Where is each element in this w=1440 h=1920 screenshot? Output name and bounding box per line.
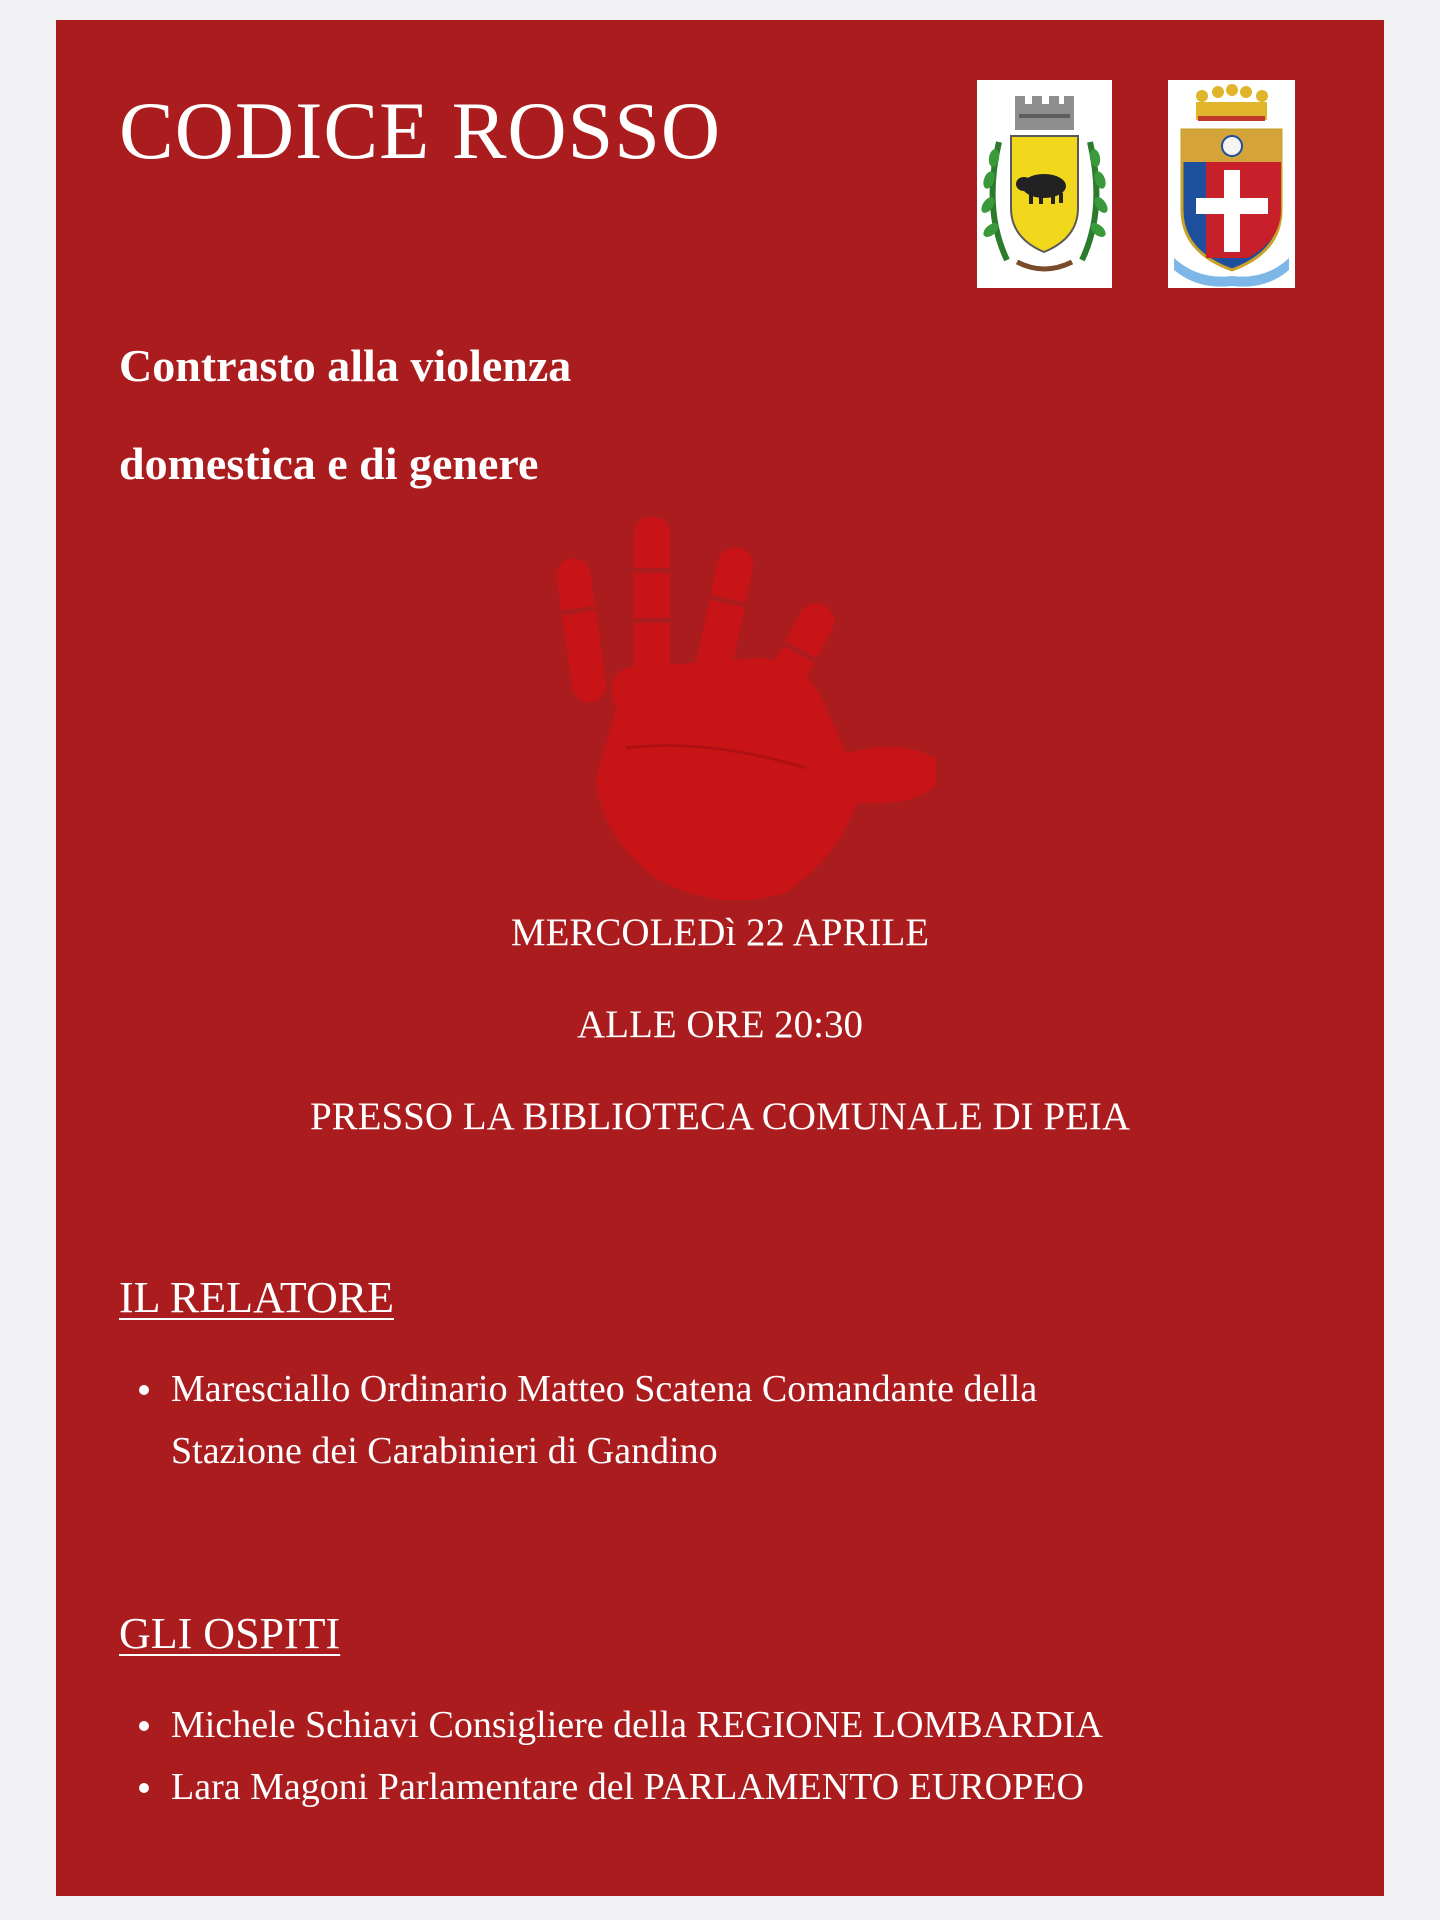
list-item xyxy=(171,1358,1271,1482)
relatore-list xyxy=(171,1358,1271,1482)
ospiti-list xyxy=(171,1694,1271,1818)
event-time: ALLE ORE 20:30 xyxy=(577,1003,863,1046)
list-item: Michele Schiavi Consigliere della REGIONE LOMBARDIA xyxy=(171,1694,1271,1756)
poster-title: CODICE ROSSO xyxy=(119,85,722,176)
ospiti-heading: GLI OSPITI xyxy=(119,1609,341,1658)
relatore-heading: IL RELATORE xyxy=(119,1273,394,1322)
red-handprint-icon xyxy=(556,508,936,908)
poster xyxy=(56,20,1384,1896)
list-item: Lara Magoni Parlamentare del PARLAMENTO EUROPEO xyxy=(171,1756,1271,1818)
peia-coat-of-arms-icon xyxy=(977,80,1112,288)
subtitle-line-2: domestica e di genere xyxy=(119,438,539,489)
event-place: PRESSO LA BIBLIOTECA COMUNALE DI PEIA xyxy=(309,1095,1131,1138)
subtitle-line-1: Contrasto alla violenza xyxy=(119,340,572,391)
event-date: MERCOLEDì 22 APRILE xyxy=(510,911,930,954)
relatore-line-2: Stazione dei Carabinieri di Gandino xyxy=(171,1430,718,1472)
carabinieri-coat-of-arms-icon xyxy=(1168,80,1295,288)
relatore-line-1: Maresciallo Ordinario Matteo Scatena Comandante della xyxy=(171,1368,1038,1410)
